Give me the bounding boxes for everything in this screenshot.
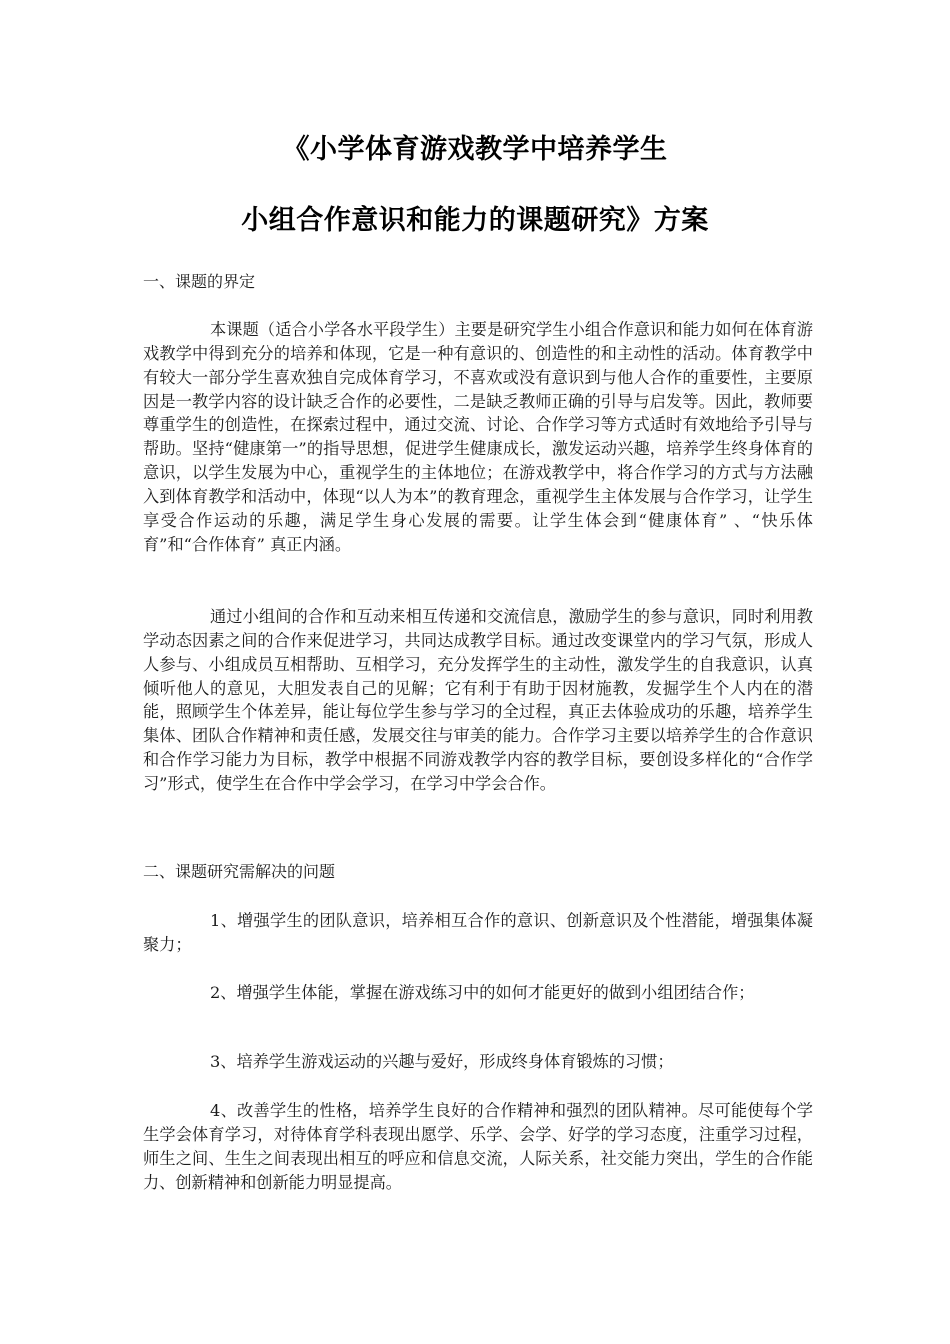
section-1-heading: 一、课题的界定 — [143, 272, 256, 291]
section-1-paragraph-1: 本课题（适合小学各水平段学生）主要是研究学生小组合作意识和能力如何在体育游戏教学中得到充分的培养和体现，它是一种有意识的、创造性的和主动性的活动。体育教学中有较大一部分学生喜欢独自完成体育学习，不喜欢或没有意识到与他人合作的重要性，主要原因是一教学内容的设计缺乏合作的必要性，二是缺乏教师正确的引导与启发等。因此，教师要尊重学生的创造性，在探索过程中，通过交流、讨论、合作学习等方式适时有效地给予引导与帮助。坚持“健康第一”的指导思想，促进学生健康成长，激发运动兴趣，培养学生终身体育的意识，以学生发展为中心，重视学生的主体地位；在游戏教学中，将合作学习的方式与方法融入到体育教学和活动中，体现“以人为本”的教育理念，重视学生主体发展与合作学习，让学生享受合作运动的乐趣，满足学生身心发展的需要。让学生体会到“健康体育” 、“快乐体育”和“合作体育” 真正内涵。 — [143, 320, 813, 554]
section-2-item-3: 3、培养学生游戏运动的兴趣与爱好，形成终身体育锻炼的习惯； — [210, 1052, 674, 1071]
document-title-line-2: 小组合作意识和能力的课题研究》方案 — [241, 205, 709, 236]
section-2-item-2: 2、增强学生体能，掌握在游戏练习中的如何才能更好的做到小组团结合作； — [210, 983, 755, 1002]
section-2-item-1: 1、增强学生的团队意识，培养相互合作的意识、创新意识及个性潜能，增强集体凝聚力； — [143, 911, 813, 954]
section-1-paragraph-2: 通过小组间的合作和互动来相互传递和交流信息，激励学生的参与意识，同时利用教学动态因素之间的合作来促进学习，共同达成教学目标。通过改变课堂内的学习气氛，形成人人参与、小组成员互相帮助、互相学习，充分发挥学生的主动性，激发学生的自我意识，认真倾听他人的意见，大胆发表自己的见解；它有利于有助于因材施教，发掘学生个人内在的潜能，照顾学生个体差异，能让每位学生参与学习的全过程，真正去体验成功的乐趣，培养学生集体、团队合作精神和责任感，发展交往与审美的能力。合作学习主要以培养学生的合作意识和合作学习能力为目标，教学中根据不同游戏教学内容的教学目标，要创设多样化的“合作学习”形式，使学生在合作中学会学习，在学习中学会合作。 — [143, 607, 813, 793]
document-title-line-1: 《小学体育游戏教学中培养学生 — [282, 134, 668, 165]
section-2-item-4: 4、改善学生的性格，培养学生良好的合作精神和强烈的团队精神。尽可能使每个学生学会体育学习，对待体育学科表现出愿学、乐学、会学、好学的学习态度，注重学习过程，师生之间、生生之间表现出相互的呼应和信息交流，人际关系，社交能力突出，学生的合作能力、创新精神和创新能力明显提高。 — [143, 1101, 813, 1192]
section-2-heading: 二、课题研究需解决的问题 — [143, 862, 336, 881]
